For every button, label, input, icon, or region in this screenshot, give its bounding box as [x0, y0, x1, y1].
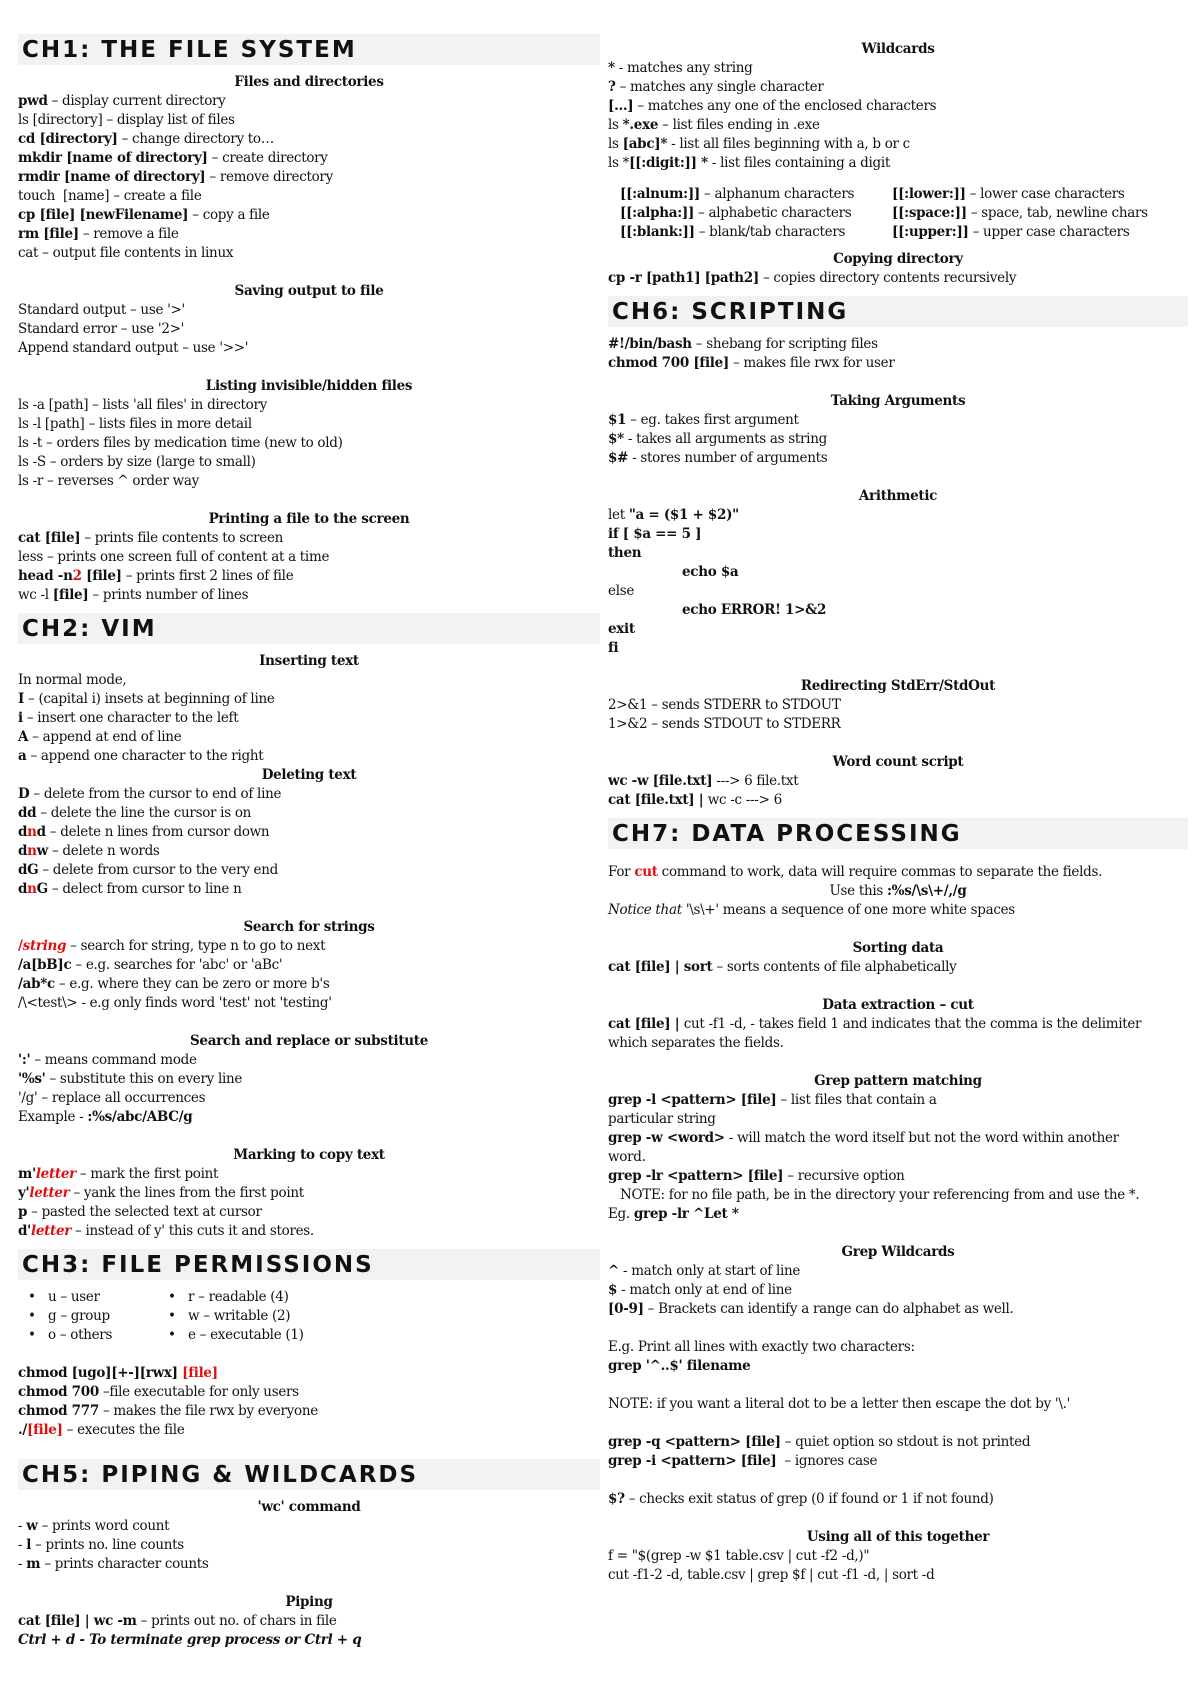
search-abc-line: /a[bB]c – e.g. searches for 'abc' or 'aBc': [18, 957, 283, 973]
char-classes-left: [620, 185, 892, 242]
rmdir-line: rmdir [name of directory] – remove directory: [18, 169, 333, 185]
redirect-line-1: 2>&1 – sends STDERR to STDOUT: [608, 697, 841, 713]
wordcount-line-2: cat [file.txt] | wc -c ---> 6: [608, 792, 782, 808]
piping-heading: Piping: [285, 1594, 333, 1610]
grep-wildcards-heading: Grep Wildcards: [841, 1244, 955, 1260]
together-heading: Using all of this together: [806, 1529, 990, 1545]
search-string-line: /string – search for string, type n to go to next: [18, 938, 326, 954]
ch1-title: CH1: THE FILE SYSTEM: [18, 34, 600, 65]
arith-else-line: else: [608, 583, 635, 599]
arith-error-line: echo ERROR! 1>&2: [682, 602, 827, 618]
class-item: [[:upper:]] – upper case characters: [892, 224, 1130, 240]
ls-s-line: ls -S – orders by size (large to small): [18, 454, 256, 470]
redirect-heading: Redirecting StdErr/StdOut: [800, 678, 996, 694]
bullet-item: • g – group: [28, 1308, 110, 1324]
exit-status-line: $? – checks exit status of grep (0 if found or 1 if not found): [608, 1491, 994, 1507]
notice-line: Notice that '\s\+' means a sequence of one more white spaces: [608, 902, 1015, 918]
normal-mode-line: In normal mode,: [18, 672, 127, 688]
grep-heading: Grep pattern matching: [814, 1073, 982, 1089]
saving-line-1: Standard output – use '>': [18, 302, 185, 318]
chmod-777-line: chmod 777 – makes the file rwx by everyone: [18, 1403, 318, 1419]
cp-line: cp [file] [newFilename] – copy a file: [18, 207, 270, 223]
redirect-line-2: 1>&2 – sends STDOUT to STDERR: [608, 716, 841, 732]
replace-heading: Search and replace or substitute: [189, 1033, 429, 1049]
ch6-title: CH6: SCRIPTING: [608, 296, 1188, 327]
dnG-line: dnG – delect from cursor to line n: [18, 881, 242, 897]
colon-line: ':' – means command mode: [18, 1052, 197, 1068]
gw-caret-line: ^ - match only at start of line: [608, 1263, 801, 1279]
class-item: [[:lower:]] – lower case characters: [892, 186, 1125, 202]
arith-exit-line: exit: [608, 621, 635, 637]
arith-echo-line: echo $a: [682, 564, 739, 580]
inserting-heading: Inserting text: [259, 653, 359, 669]
bullet-item: • u – user: [28, 1289, 100, 1305]
piping-line-2: Ctrl + d - To terminate grep process or Ctrl + q: [18, 1632, 362, 1648]
bullet-item: • r – readable (4): [168, 1289, 289, 1305]
ch3-title: CH3: FILE PERMISSIONS: [18, 1249, 600, 1280]
bullet-item: • w – writable (2): [168, 1308, 291, 1324]
dd-line: dd – delete the line the cursor is on: [18, 805, 252, 821]
copying-line: cp -r [path1] [path2] – copies directory contents recursively: [608, 270, 1017, 286]
mkdir-line: mkdir [name of directory] – create directory: [18, 150, 328, 166]
right-column: [608, 40, 1188, 1585]
print-cat-line: cat [file] – prints file contents to screen: [18, 530, 284, 546]
arith-then-line: then: [608, 545, 642, 561]
chmod-syntax-line: chmod [ugo][+-][rwx] [file]: [18, 1365, 218, 1381]
gw-range-line: [0-9] – Brackets can identify a range can do alphabet as well.: [608, 1301, 1014, 1317]
arg-1-line: $1 – eg. takes first argument: [608, 412, 799, 428]
saving-line-2: Standard error – use '2>': [18, 321, 185, 337]
copying-heading: Copying directory: [833, 251, 963, 267]
arith-fi-line: fi: [608, 640, 619, 656]
percent-s-line: '%s' – substitute this on every line: [18, 1071, 243, 1087]
bullet-item: • e – executable (1): [168, 1327, 304, 1343]
pwd-line: pwd – display current directory: [18, 93, 226, 109]
wild-digit-line: ls *[[:digit:]] * - list files containing a digit: [608, 155, 891, 171]
ls-t-line: ls -t – orders files by medication time (new to old): [18, 435, 343, 451]
arg-star-line: $* - takes all arguments as string: [608, 431, 827, 447]
grep-l-cont: particular string: [608, 1111, 716, 1127]
arith-let-line: let "a = ($1 + $2)": [608, 507, 739, 523]
ch5-title: CH5: PIPING & WILDCARDS: [18, 1459, 600, 1490]
left-column: [18, 34, 600, 1650]
arith-heading: Arithmetic: [858, 488, 938, 504]
saving-line-3: Append standard output – use '>>': [18, 340, 249, 356]
less-line: less – prints one screen full of content at a time: [18, 549, 330, 565]
ch2-title: CH2: VIM: [18, 613, 600, 644]
class-item: [[:alnum:]] – alphanum characters: [620, 186, 855, 202]
grep-lr-line: grep -lr <pattern> [file] – recursive option: [608, 1168, 905, 1184]
dG-line: dG – delete from cursor to the very end: [18, 862, 278, 878]
deleting-heading: Deleting text: [261, 767, 357, 783]
wild-star-line: * - matches any string: [608, 60, 753, 76]
wc-l-line: - l – prints no. line counts: [18, 1537, 184, 1553]
wc-line: wc -l [file] – prints number of lines: [18, 587, 249, 603]
char-classes-right: [892, 185, 1148, 242]
char-classes: [608, 185, 1188, 242]
wild-exe-line: ls *.exe – list files ending in .exe: [608, 117, 820, 133]
grep-eg-line: Eg. grep -lr ^Let *: [608, 1206, 739, 1222]
gw-eg-cmd-line: grep '^..$' filename: [608, 1358, 751, 1374]
search-abstar-line: /ab*c – e.g. where they can be zero or more b's: [18, 976, 330, 992]
wc-heading: 'wc' command: [257, 1499, 361, 1515]
rm-line: rm [file] – remove a file: [18, 226, 179, 242]
a-line: a – append one character to the right: [18, 748, 264, 764]
touch-line: touch [name] – create a file: [18, 188, 202, 204]
gw-eg-line: E.g. Print all lines with exactly two characters:: [608, 1339, 915, 1355]
printing-heading: Printing a file to the screen: [208, 511, 410, 527]
arg-hash-line: $# - stores number of arguments: [608, 450, 828, 466]
dnd-line: dnd – delete n lines from cursor down: [18, 824, 270, 840]
wordcount-line-1: wc -w [file.txt] ---> 6 file.txt: [608, 773, 799, 789]
shebang-line: #!/bin/bash – shebang for scripting files: [608, 336, 878, 352]
ch7-title: CH7: DATA PROCESSING: [608, 818, 1188, 849]
replace-example-line: Example - :%s/abc/ABC/g: [18, 1109, 193, 1125]
extract-line: cat [file] | cut -f1 -d, - takes field 1 and indicates that the comma is the delimiter: [608, 1016, 1142, 1032]
ls-l-line: ls -l [path] – lists files in more detail: [18, 416, 252, 432]
head-line: head -n2 [file] – prints first 2 lines of file: [18, 568, 294, 584]
grep-i-line: grep -i <pattern> [file] – ignores case: [608, 1453, 878, 1469]
permission-mode-list: [158, 1288, 358, 1345]
ls-a-line: ls -a [path] – lists 'all files' in directory: [18, 397, 267, 413]
args-heading: Taking Arguments: [830, 393, 966, 409]
class-item: [[:alpha:]] – alphabetic characters: [620, 205, 852, 221]
wildcards-heading: Wildcards: [861, 41, 935, 57]
bullet-item: • o – others: [28, 1327, 113, 1343]
mark-p-line: p – pasted the selected text at cursor: [18, 1204, 262, 1220]
ls-r-line: ls -r – reverses ^ order way: [18, 473, 199, 489]
I-line: I – (capital i) insets at beginning of line: [18, 691, 275, 707]
cut-use-line: Use this :%s/\s\+/,/g: [829, 883, 967, 899]
files-dirs-heading: Files and directories: [234, 74, 384, 90]
wild-bracket-line: […] – matches any one of the enclosed characters: [608, 98, 937, 114]
class-item: [[:blank:]] – blank/tab characters: [620, 224, 846, 240]
D-line: D – delete from the cursor to end of line: [18, 786, 282, 802]
extract-cont-line: which separates the fields.: [608, 1035, 784, 1051]
i-line: i – insert one character to the left: [18, 710, 239, 726]
grep-w-line: grep -w <word> - will match the word itself but not the word within another: [608, 1130, 1119, 1146]
class-item: [[:space:]] – space, tab, newline chars: [892, 205, 1148, 221]
arith-if-line: if [ $a == 5 ]: [608, 526, 702, 542]
gw-dollar-line: $ - match only at end of line: [608, 1282, 792, 1298]
mark-m-line: m'letter – mark the first point: [18, 1166, 219, 1182]
together-line-1: f = "$(grep -w $1 table.csv | cut -f2 -d,)": [608, 1548, 870, 1564]
together-line-2: cut -f1-2 -d, table.csv | grep $f | cut -f1 -d, | sort -d: [608, 1567, 935, 1583]
search-heading: Search for strings: [243, 919, 375, 935]
wild-question-line: ? – matches any single character: [608, 79, 824, 95]
grep-q-line: grep -q <pattern> [file] – quiet option so stdout is not printed: [608, 1434, 1031, 1450]
ls-line: ls [directory] – display list of files: [18, 112, 235, 128]
marking-heading: Marking to copy text: [233, 1147, 385, 1163]
gw-note-line: NOTE: if you want a literal dot to be a letter then escape the dot by '\.': [608, 1396, 1070, 1412]
permission-bullets: [18, 1288, 600, 1345]
extract-heading: Data extraction – cut: [822, 997, 974, 1013]
wordcount-heading: Word count script: [832, 754, 964, 770]
A-line: A – append at end of line: [18, 729, 182, 745]
saving-heading: Saving output to file: [234, 283, 384, 299]
wc-m-line: - m – prints character counts: [18, 1556, 209, 1572]
sorting-heading: Sorting data: [852, 940, 944, 956]
search-test-line: /\<test\> - e.g only finds word 'test' not 'testing': [18, 995, 332, 1011]
sorting-line: cat [file] | sort – sorts contents of file alphabetically: [608, 959, 957, 975]
mark-d-line: d'letter – instead of y' this cuts it and stores.: [18, 1223, 314, 1239]
dnw-line: dnw – delete n words: [18, 843, 160, 859]
permission-who-list: [18, 1288, 158, 1345]
chmod-700-line: chmod 700 –file executable for only users: [18, 1384, 299, 1400]
wc-w-line: - w – prints word count: [18, 1518, 170, 1534]
grep-w-cont: word.: [608, 1149, 646, 1165]
grep-l-line: grep -l <pattern> [file] – list files that contain a: [608, 1092, 937, 1108]
mark-y-line: y'letter – yank the lines from the first point: [18, 1185, 304, 1201]
g-flag-line: '/g' – replace all occurrences: [18, 1090, 206, 1106]
cd-line: cd [directory] – change directory to…: [18, 131, 274, 147]
script-chmod-line: chmod 700 [file] – makes file rwx for user: [608, 355, 895, 371]
piping-line-1: cat [file] | wc -m – prints out no. of chars in file: [18, 1613, 337, 1629]
wild-abc-line: ls [abc]* - list all files beginning with a, b or c: [608, 136, 910, 152]
cat-line: cat – output file contents in linux: [18, 245, 234, 261]
cut-intro-line: For cut command to work, data will require commas to separate the fields.: [608, 864, 1103, 880]
hidden-heading: Listing invisible/hidden files: [205, 378, 413, 394]
execute-line: ./[file] – executes the file: [18, 1422, 185, 1438]
grep-note-line: NOTE: for no file path, be in the directory your referencing from and use the *.: [620, 1187, 1140, 1203]
